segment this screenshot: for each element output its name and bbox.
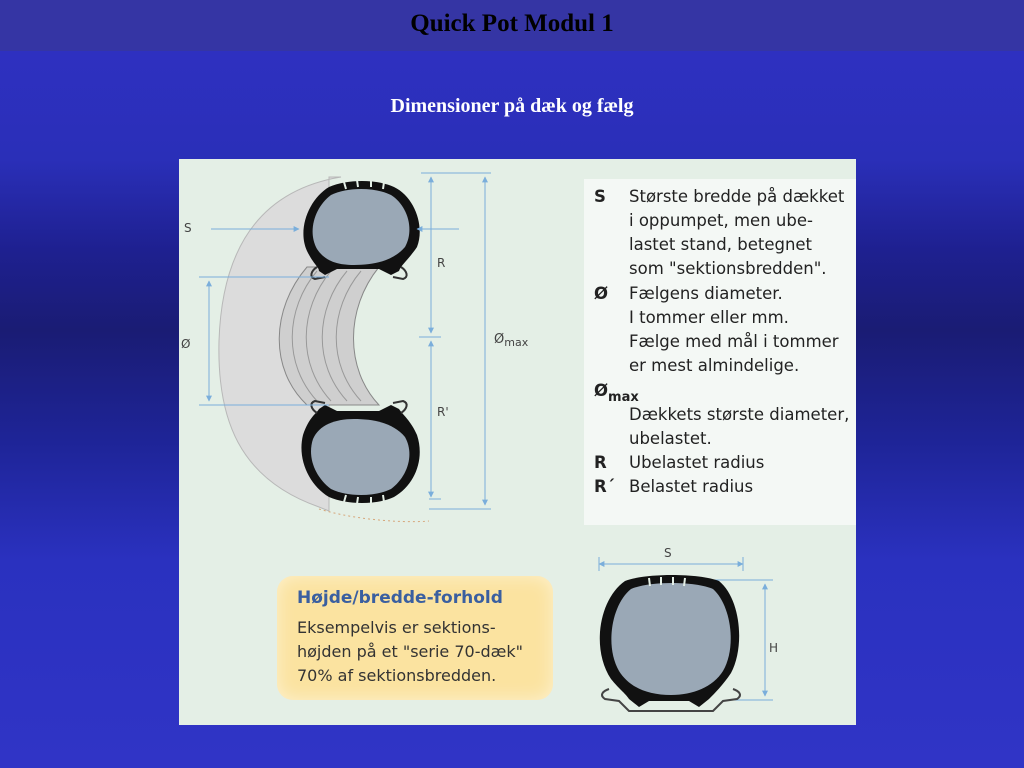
slide-title: Quick Pot Modul 1 xyxy=(410,10,614,37)
tyre-side-edge xyxy=(319,509,429,522)
legend-symbol: Ø xyxy=(594,284,609,303)
legend-symbol: R´ xyxy=(594,477,615,496)
legend-panel xyxy=(584,179,856,525)
legend-symbol: S xyxy=(594,187,606,206)
legend-text: Belastet radius xyxy=(629,477,754,496)
legend-text: Ubelastet radius xyxy=(629,453,765,472)
aspect-ratio-callout xyxy=(277,576,553,700)
legend-text: Dækkets største diameter, ubelastet. xyxy=(629,405,850,448)
legend-symbol: R xyxy=(594,453,607,472)
legend-symbol: $Ø_{max}$ xyxy=(594,381,639,405)
label-s-small: S xyxy=(664,546,672,560)
legend-text: Fælgens diameter. I tommer eller mm. Fælge med mål i tommer er mest almindelige. xyxy=(629,284,839,375)
label-phi: Ø xyxy=(181,337,191,351)
label-r-prime: R' xyxy=(437,405,449,419)
legend-text: Største bredde på dækket i oppumpet, men ube- lastet stand, betegnet som "sektionsbredden". xyxy=(629,187,845,278)
label-s: S xyxy=(184,221,192,235)
rim-barrel xyxy=(279,267,379,405)
label-h-small: H xyxy=(769,641,779,655)
slide-subtitle: Dimensioner på dæk og fælg xyxy=(390,95,634,117)
label-r: R xyxy=(437,256,446,270)
callout-heading: Højde/bredde-forhold xyxy=(297,588,503,608)
label-phi-max: $Ø_{max}$ xyxy=(494,332,529,349)
callout-body: Eksempelvis er sektions- højden på et "serie 70-dæk" 70% af sektionsbredden. xyxy=(297,618,523,685)
tyre-dimension-figure xyxy=(179,159,856,725)
